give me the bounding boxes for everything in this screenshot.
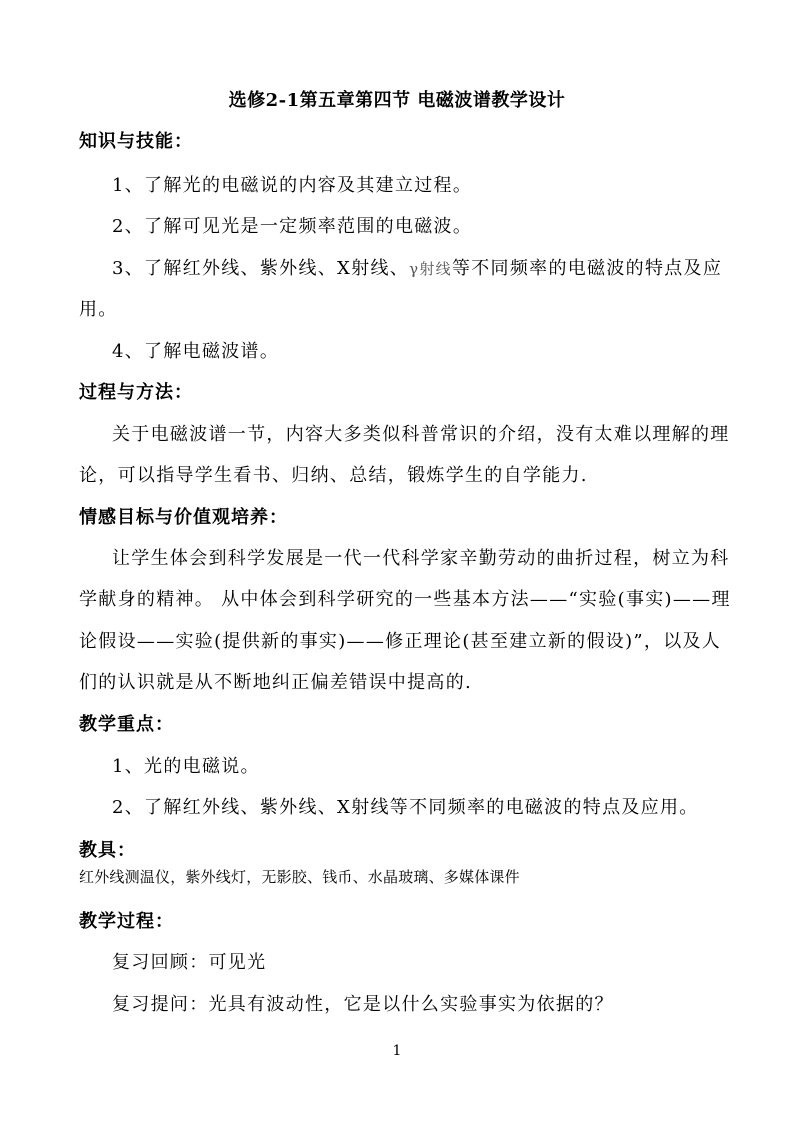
skills-item-1: 1、了解光的电磁说的内容及其建立过程。 bbox=[112, 175, 473, 196]
skills-item-3-cont: 用。 bbox=[79, 299, 118, 320]
method-heading: 过程与方法： bbox=[79, 382, 193, 403]
skills-item-3-gamma: γ射线 bbox=[409, 260, 452, 278]
keypoints-item-2: 2、了解红外线、紫外线、X射线等不同频率的电磁波的特点及应用。 bbox=[112, 797, 699, 818]
method-line-2: 论，可以指导学生看书、归纳、总结，锻炼学生的自学能力. bbox=[79, 465, 588, 486]
process-heading: 教学过程： bbox=[79, 911, 174, 932]
emotion-line-4: 们的认识就是从不断地纠正偏差错误中提高的. bbox=[79, 672, 473, 693]
skills-item-3-part1: 3、了解红外线、紫外线、X射线、 bbox=[112, 258, 410, 279]
emotion-line-3: 论假设——实验(提供新的事实)——修正理论(甚至建立新的假设)”，以及人 bbox=[79, 631, 722, 652]
keypoints-heading: 教学重点： bbox=[79, 714, 174, 735]
skills-item-3 bbox=[112, 254, 722, 280]
process-line-1: 复习回顾：可见光 bbox=[112, 952, 267, 973]
skills-item-4: 4、了解电磁波谱。 bbox=[112, 341, 280, 362]
process-line-2: 复习提问：光具有波动性，它是以什么实验事实为依据的？ bbox=[112, 994, 614, 1015]
tools-text: 红外线测温仪，紫外线灯，无影胶、钱币、水晶玻璃、多媒体课件 bbox=[79, 868, 520, 886]
method-line-1: 关于电磁波谱一节，内容大多类似科普常识的介绍，没有太难以理解的理 bbox=[112, 424, 730, 445]
keypoints-item-1: 1、光的电磁说。 bbox=[112, 756, 260, 777]
page-number: 1 bbox=[392, 1043, 402, 1059]
document-title: 选修2-1第五章第四节 电磁波谱教学设计 bbox=[228, 90, 566, 111]
emotion-line-1: 让学生体会到科学发展是一代一代科学家辛勤劳动的曲折过程，树立为科 bbox=[112, 548, 730, 569]
skills-item-3-part2: 等不同频率的电磁波的特点及应 bbox=[451, 258, 723, 279]
skills-item-2: 2、了解可见光是一定频率范围的电磁波。 bbox=[112, 216, 473, 237]
tools-heading: 教具： bbox=[79, 840, 136, 861]
emotion-heading: 情感目标与价值观培养： bbox=[79, 507, 288, 528]
emotion-line-2: 学献身的精神。 从中体会到科学研究的一些基本方法——“实验(事实)——理 bbox=[79, 589, 731, 610]
skills-heading: 知识与技能： bbox=[79, 131, 193, 152]
